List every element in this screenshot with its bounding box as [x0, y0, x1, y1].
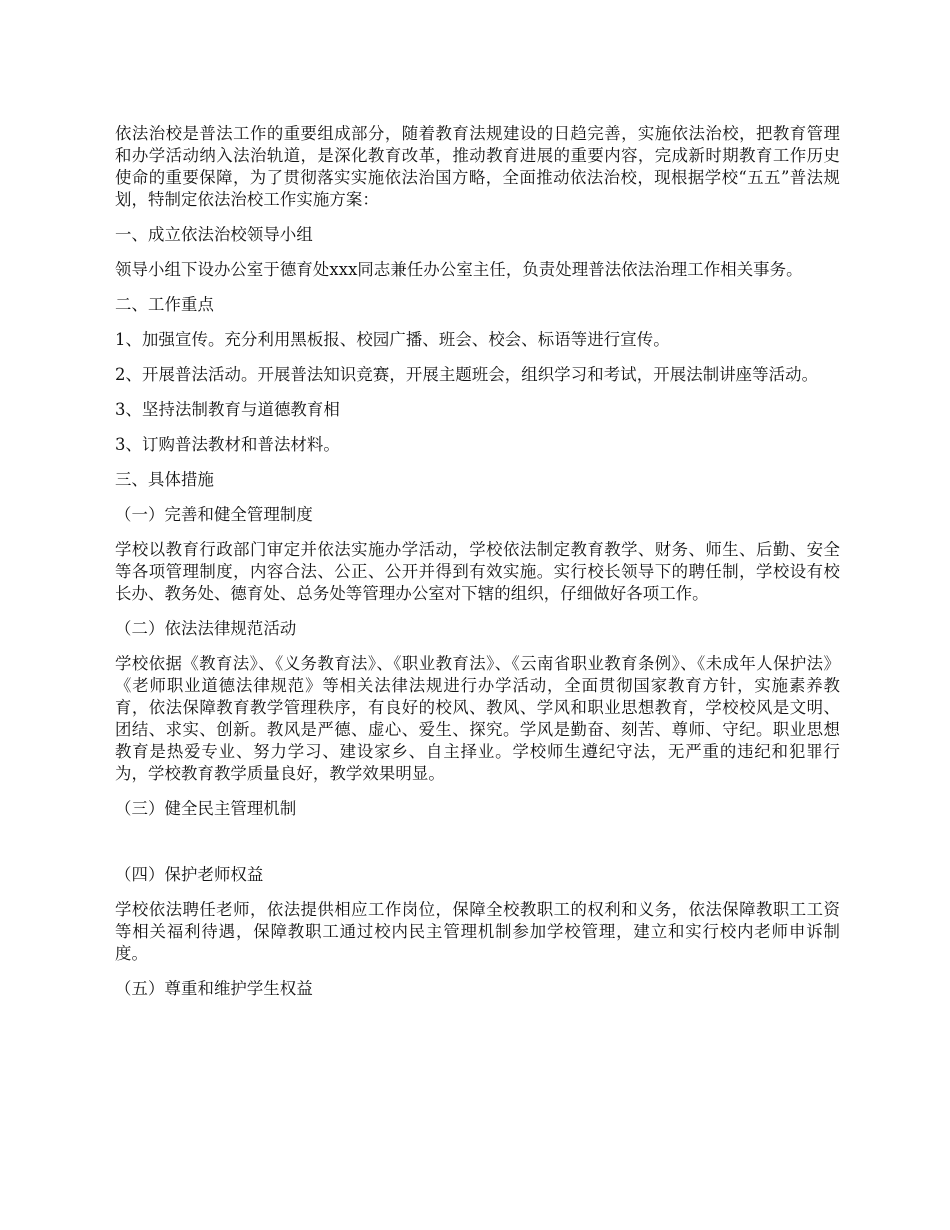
subsection-heading-3: （三）健全民主管理机制 — [115, 799, 297, 818]
subsection-heading-5: （五）尊重和维护学生权益 — [115, 979, 313, 998]
section-heading-1: 一、成立依法治校领导小组 — [115, 225, 313, 244]
section-heading-3: 三、具体措施 — [115, 470, 214, 489]
focus-item-4: 3、订购普法教材和普法材料。 — [115, 435, 340, 454]
focus-item-2: 2、开展普法活动。开展普法知识竞赛，开展主题班会，组织学习和考试，开展法制讲座等活动。 — [115, 365, 819, 384]
intro-paragraph: 依法治校是普法工作的重要组成部分，随着教育法规建设的日趋完善，实施依法治校，把教育管理和办学活动纳入法治轨道，是深化教育改革，推动教育进展的重要内容，完成新时期教育工作历史使命的重要保障，为了贯彻落实实施依法治国方略，全面推动依法治校，现根据学校“五五”普法规划，特制定依法治校工作实施方案： — [115, 124, 840, 209]
section-heading-2: 二、工作重点 — [115, 295, 214, 314]
focus-item-3: 3、坚持法制教育与道德教育相 — [115, 400, 340, 419]
subsection-heading-4: （四）保护老师权益 — [115, 865, 264, 884]
subsection-heading-2: （二）依法法律规范活动 — [115, 619, 297, 638]
focus-item-1: 1、加强宣传。充分利用黑板报、校园广播、班会、校会、标语等进行宣传。 — [115, 330, 670, 349]
subsection-4-paragraph: 学校依法聘任老师，依法提供相应工作岗位，保障全校教职工的权利和义务，依法保障教职工工资等相关福利待遇，保障教职工通过校内民主管理机制参加学校管理，建立和实行校内老师申诉制度。 — [115, 900, 840, 963]
subsection-1-paragraph: 学校以教育行政部门审定并依法实施办学活动，学校依法制定教育教学、财务、师生、后勤、安全等各项管理制度，内容合法、公正、公开并得到有效实施。实行校长领导下的聘任制，学校设有校长办、教务处、德育处、总务处等管理办公室对下辖的组织，仔细做好各项工作。 — [115, 540, 840, 603]
subsection-2-paragraph: 学校依据《教育法》、《义务教育法》、《职业教育法》、《云南省职业教育条例》、《未成年人保护法》《老师职业道德法律规范》等相关法律法规进行办学活动，全面贯彻国家教育方针，实施素养教育，依法保障教育教学管理秩序，有良好的校风、教风、学风和职业思想教育，学校校风是文明、团结、求实、创新。教风是严德、虚心、爱生、探究。学风是勤奋、刻苦、尊师、守纪。职业思想教育是热爱专业、努力学习、建设家乡、自主择业。学校师生遵纪守法，无严重的违纪和犯罪行为，学校教育教学质量良好，教学效果明显。 — [115, 654, 840, 783]
office-paragraph: 领导小组下设办公室于德育处xxx同志兼任办公室主任，负责处理普法依法治理工作相关事务。 — [115, 260, 803, 279]
subsection-heading-1: （一）完善和健全管理制度 — [115, 505, 313, 524]
